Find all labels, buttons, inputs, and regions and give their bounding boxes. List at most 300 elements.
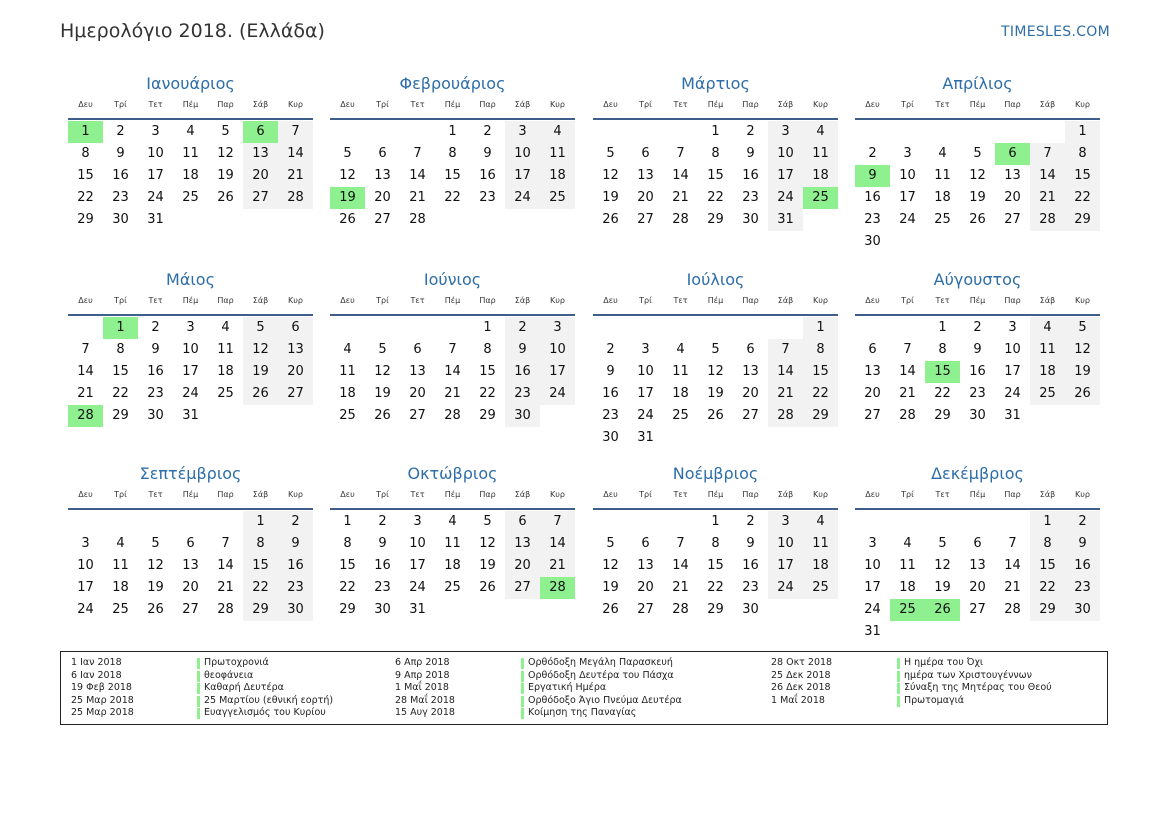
day-cell: 1 [343,514,352,529]
legend-row [71,707,391,720]
day-cell: 1 [448,124,457,139]
day-cell: 6 [973,536,982,551]
day-cell: 31 [409,602,426,617]
legend-row [395,695,715,708]
day-cell: 28 [899,408,916,423]
weekday-label: Σάβ [252,490,269,499]
weekday-label: Δευ [865,100,880,109]
day-cell: 24 [77,602,94,617]
holiday-day-cell: 15 [925,361,960,383]
day-cell: 13 [505,533,540,555]
month-block [330,269,575,427]
day-cell: 5 [938,536,947,551]
day-cell: 9 [746,146,755,161]
holiday-name: Ευαγγελισμός του Κυρίου [204,707,326,718]
day-cell: 15 [479,364,496,379]
day-cell: 24 [147,190,164,205]
day-cell: 8 [448,146,457,161]
day-cell: 4 [676,342,685,357]
day-cell: 10 [182,342,199,357]
day-cell: 7 [676,146,685,161]
page-title: Ημερολόγιο 2018. (Ελλάδα) [60,20,325,42]
day-cell: 5 [973,146,982,161]
day-cell: 15 [77,168,94,183]
day-cell: 16 [742,168,759,183]
day-cell: 12 [217,146,234,161]
site-link[interactable]: TIMESLES.COM [1001,24,1110,40]
day-cell: 5 [378,342,387,357]
day-cell: 20 [505,555,540,577]
day-cell: 9 [116,146,125,161]
day-cell: 12 [602,168,619,183]
weekday-label: Παρ [742,490,759,499]
day-cell: 8 [116,342,125,357]
day-cell: 2 [973,320,982,335]
day-cell: 2 [483,124,492,139]
day-cell: 18 [803,555,838,577]
empty-cell [1030,121,1065,143]
empty-cell [663,121,698,143]
day-cell: 19 [1065,361,1100,383]
empty-cell [68,511,103,533]
weekday-header [593,296,838,310]
weekday-label: Τρί [376,490,389,499]
day-cell: 21 [1030,187,1065,209]
day-cell: 7 [278,121,313,143]
month-name: Δεκέμβριος [931,464,1024,483]
day-cell: 18 [540,165,575,187]
legend-row [71,682,391,695]
empty-cell [330,121,365,143]
weekday-label: Τρί [901,100,914,109]
holiday-marker [521,658,524,669]
month-name: Ιανουάριος [146,74,235,93]
day-cell: 25 [934,212,951,227]
holiday-name: Πρωτομαγιά [904,694,965,706]
weekday-label: Κυρ [288,490,303,499]
weekday-label: Τρί [376,100,389,109]
day-cell: 11 [803,143,838,165]
day-cell: 21 [672,190,689,205]
holiday-date: 25 Δεκ 2018 [771,669,831,681]
day-cell: 3 [768,121,803,143]
month-divider [68,118,313,120]
day-cell: 6 [378,146,387,161]
holiday-date: 26 Δεκ 2018 [771,682,831,693]
legend-row [395,670,715,683]
holiday-name: Εργατική Ημέρα [528,682,607,693]
day-cell: 22 [934,386,951,401]
day-cell: 27 [1004,212,1021,227]
day-cell: 10 [77,558,94,573]
day-cell: 22 [707,580,724,595]
empty-cell [628,511,663,533]
day-cell: 14 [768,361,803,383]
day-cell: 20 [637,190,654,205]
day-cell: 4 [803,511,838,533]
holiday-marker [521,683,524,694]
holiday-marker [897,696,900,707]
day-cell: 9 [378,536,387,551]
day-cell: 30 [147,408,164,423]
holiday-name: 25 Μαρτίου (εθνική εορτή) [204,694,334,706]
weekday-label: Πέμ [969,100,986,109]
day-cell: 11 [182,146,199,161]
day-cell: 2 [746,514,755,529]
holiday-name: Ορθόδοξη Μεγάλη Παρασκευή [528,657,673,668]
day-cell: 17 [768,165,803,187]
day-cell: 5 [606,536,615,551]
day-cell: 3 [186,320,195,335]
weekday-label: Παρ [479,100,496,109]
holiday-day-cell: 1 [68,121,103,143]
day-cell: 3 [868,536,877,551]
month-name: Οκτώβριος [407,464,498,483]
empty-cell [925,511,960,533]
day-cell: 13 [637,558,654,573]
day-cell: 14 [77,364,94,379]
holiday-date: 1 Ιαν 2018 [71,657,122,668]
weekday-label: Πέμ [182,100,199,109]
day-cell: 4 [448,514,457,529]
day-cell: 3 [505,121,540,143]
weekday-label: Κυρ [813,296,828,305]
empty-cell [593,121,628,143]
day-cell: 25 [1030,383,1065,405]
day-cell: 3 [413,514,422,529]
day-cell: 20 [182,580,199,595]
day-cell: 11 [803,533,838,555]
day-cell: 26 [707,408,724,423]
holiday-marker [197,696,200,707]
day-cell: 14 [409,168,426,183]
day-cell: 16 [147,364,164,379]
weekday-label: Σάβ [777,100,794,109]
day-cell: 30 [864,234,881,249]
day-cell: 25 [217,386,234,401]
month-block [593,73,838,231]
month-name: Ιούλιος [686,270,745,289]
day-cell: 15 [803,361,838,383]
empty-cell [995,121,1030,143]
day-cell: 9 [746,536,755,551]
day-cell: 9 [1065,533,1100,555]
month-divider [330,508,575,510]
day-cell: 20 [637,580,654,595]
day-cell: 18 [672,386,689,401]
weekday-label: Σάβ [1039,490,1056,499]
holiday-name: θεοφάνεια [204,669,254,681]
month-name: Φεβρουάριος [399,74,506,93]
holiday-day-cell: 28 [68,405,103,427]
legend-row [395,682,715,695]
empty-cell [698,317,733,339]
day-cell: 16 [969,364,986,379]
month-name: Σεπτέμβριος [139,464,242,483]
day-cell: 12 [707,364,724,379]
month-block [330,463,575,621]
weekday-label: Τρί [639,490,652,499]
day-cell: 23 [742,190,759,205]
weekday-label: Τρί [639,296,652,305]
day-cell: 19 [217,168,234,183]
day-cell: 13 [243,143,278,165]
day-cell: 28 [672,602,689,617]
month-divider [855,508,1100,510]
day-cell: 10 [637,364,654,379]
day-cell: 19 [707,386,724,401]
day-cell: 31 [637,430,654,445]
day-cell: 26 [602,602,619,617]
empty-cell [995,511,1030,533]
weekday-label: Παρ [1004,296,1021,305]
day-cell: 5 [711,342,720,357]
empty-cell [365,317,400,339]
empty-cell [593,317,628,339]
day-cell: 21 [278,165,313,187]
weekday-label: Πέμ [182,490,199,499]
holiday-name: Ορθόδοξο Άγιο Πνεύμα Δευτέρα [528,694,682,706]
day-cell: 4 [221,320,230,335]
day-cell: 30 [969,408,986,423]
day-cell: 7 [903,342,912,357]
holiday-day-cell: 28 [540,577,575,599]
day-cell: 8 [711,536,720,551]
day-cell: 15 [339,558,356,573]
day-cell: 17 [768,555,803,577]
day-cell: 8 [483,342,492,357]
month-block [68,463,313,621]
day-cell: 25 [540,187,575,209]
day-cell: 4 [938,146,947,161]
weekday-label: Πέμ [969,296,986,305]
day-cell: 24 [409,580,426,595]
day-cell: 11 [899,558,916,573]
day-cell: 31 [182,408,199,423]
weekday-label: Παρ [742,100,759,109]
day-cell: 15 [1065,165,1100,187]
empty-cell [890,317,925,339]
day-cell: 23 [969,386,986,401]
day-cell: 31 [768,209,803,231]
holiday-name: Καθαρή Δευτέρα [204,682,284,693]
day-cell: 31 [1004,408,1021,423]
day-cell: 27 [243,187,278,209]
weekday-label: Πέμ [707,296,724,305]
legend-column [71,657,391,720]
day-cell: 28 [672,212,689,227]
holiday-legend [60,651,1108,725]
day-cell: 7 [1030,143,1065,165]
day-cell: 2 [505,317,540,339]
day-cell: 18 [899,580,916,595]
weekday-label: Τετ [935,296,950,305]
day-cell: 22 [77,190,94,205]
day-cell: 28 [768,405,803,427]
legend-row [771,657,1091,670]
day-cell: 25 [182,190,199,205]
month-block [855,463,1100,643]
day-cell: 12 [934,558,951,573]
day-cell: 3 [540,317,575,339]
day-cell: 19 [602,580,619,595]
month-divider [855,314,1100,316]
day-cell: 19 [934,580,951,595]
day-cell: 23 [864,212,881,227]
weekday-label: Πέμ [444,490,461,499]
weekday-header [855,100,1100,114]
day-cell: 24 [540,383,575,405]
legend-row [71,657,391,670]
weekday-label: Τετ [410,490,425,499]
day-cell: 21 [540,555,575,577]
day-cell: 3 [903,146,912,161]
day-cell: 26 [374,408,391,423]
day-cell: 10 [505,143,540,165]
weekday-label: Τρί [114,100,127,109]
day-cell: 14 [1030,165,1065,187]
day-cell: 11 [1030,339,1065,361]
day-cell: 8 [81,146,90,161]
day-cell: 2 [606,342,615,357]
weekday-label: Πέμ [444,100,461,109]
day-cell: 2 [278,511,313,533]
day-cell: 6 [186,536,195,551]
weekday-label: Σάβ [252,296,269,305]
day-cell: 26 [243,383,278,405]
day-cell: 2 [151,320,160,335]
day-cell: 28 [409,212,426,227]
day-cell: 8 [1065,143,1100,165]
day-cell: 23 [374,580,391,595]
day-cell: 2 [746,124,755,139]
day-cell: 7 [81,342,90,357]
weekday-label: Παρ [217,296,234,305]
weekday-label: Παρ [1004,490,1021,499]
holiday-marker [521,671,524,682]
day-cell: 12 [1065,339,1100,361]
weekday-label: Τετ [673,100,688,109]
day-cell: 22 [479,386,496,401]
day-cell: 7 [448,342,457,357]
day-cell: 24 [505,187,540,209]
day-cell: 16 [479,168,496,183]
day-cell: 10 [768,533,803,555]
day-cell: 17 [147,168,164,183]
weekday-label: Πέμ [182,296,199,305]
weekday-label: Πέμ [444,296,461,305]
holiday-marker [197,683,200,694]
day-cell: 17 [899,190,916,205]
weekday-header [68,296,313,310]
day-cell: 18 [217,364,234,379]
month-divider [68,508,313,510]
weekday-label: Σάβ [777,296,794,305]
day-cell: 13 [864,364,881,379]
empty-cell [663,317,698,339]
day-cell: 1 [711,124,720,139]
day-cell: 23 [278,577,313,599]
day-cell: 26 [969,212,986,227]
day-cell: 6 [413,342,422,357]
day-cell: 19 [969,190,986,205]
weekday-label: Τετ [935,100,950,109]
month-divider [855,118,1100,120]
day-cell: 10 [1004,342,1021,357]
day-cell: 15 [243,555,278,577]
day-cell: 17 [505,165,540,187]
empty-cell [400,317,435,339]
day-cell: 7 [413,146,422,161]
day-cell: 29 [339,602,356,617]
holiday-date: 25 Μαρ 2018 [71,694,134,706]
day-grid [593,121,838,231]
day-cell: 18 [803,165,838,187]
day-cell: 2 [378,514,387,529]
day-cell: 30 [1065,599,1100,621]
weekday-header [330,296,575,310]
day-cell: 23 [742,580,759,595]
weekday-label: Τετ [410,100,425,109]
weekday-label: Τρί [114,490,127,499]
month-divider [330,314,575,316]
day-cell: 26 [602,212,619,227]
day-cell: 21 [217,580,234,595]
day-grid [68,317,313,427]
day-cell: 4 [903,536,912,551]
holiday-date: 28 Οκτ 2018 [771,657,833,668]
day-cell: 1 [1030,511,1065,533]
weekday-label: Τετ [935,490,950,499]
day-cell: 14 [672,168,689,183]
day-cell: 21 [768,383,803,405]
legend-row [771,682,1091,695]
day-cell: 30 [505,405,540,427]
empty-cell [855,121,890,143]
legend-row [71,695,391,708]
day-cell: 18 [444,558,461,573]
day-cell: 6 [868,342,877,357]
day-cell: 13 [742,364,759,379]
day-cell: 18 [339,386,356,401]
day-cell: 14 [672,558,689,573]
month-name: Μάιος [166,270,215,289]
day-cell: 5 [243,317,278,339]
weekday-label: Κυρ [1075,490,1090,499]
day-cell: 19 [374,386,391,401]
day-cell: 20 [243,165,278,187]
weekday-label: Τετ [410,296,425,305]
day-cell: 18 [1030,361,1065,383]
day-cell: 16 [112,168,129,183]
weekday-label: Δευ [340,100,355,109]
month-divider [330,118,575,120]
holiday-name: Πρωτοχρονιά [204,657,269,668]
weekday-label: Κυρ [550,490,565,499]
day-cell: 20 [864,386,881,401]
empty-cell [925,121,960,143]
day-cell: 24 [637,408,654,423]
month-name: Ιούνιος [423,270,482,289]
day-cell: 12 [374,364,391,379]
day-cell: 27 [505,577,540,599]
day-grid [330,121,575,231]
day-cell: 16 [1065,555,1100,577]
weekday-label: Δευ [78,490,93,499]
day-cell: 4 [343,342,352,357]
day-cell: 22 [707,190,724,205]
holiday-marker [897,658,900,669]
